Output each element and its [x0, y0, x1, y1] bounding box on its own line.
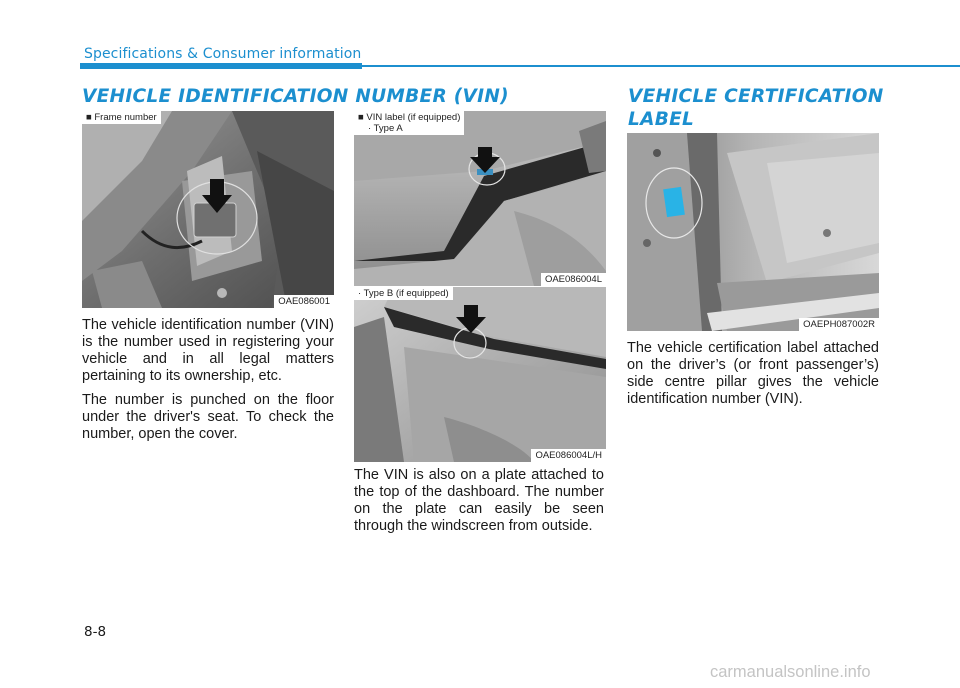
page-number: 8-8 — [84, 624, 107, 640]
photo-code: OAEPH087002R — [799, 318, 879, 331]
watermark: carmanualsonline.info — [710, 663, 871, 681]
vin-label-tag-line2: · Type A — [368, 123, 403, 134]
header-accent-bar — [80, 63, 362, 69]
cert-paragraph: The vehicle certification label attached on the driver’s (or front passenger’s) side centre pillar gives the vehicle identification number (VIN). — [627, 340, 879, 407]
vin-paragraph-2: The number is punched on the floor under the driver's seat. To check the number, open the cover. — [82, 392, 334, 442]
cert-section-title — [628, 85, 884, 131]
vin-label-tag — [354, 111, 464, 135]
vin-label-type-b-photo — [354, 287, 606, 462]
type-b-tag: · Type B (if equipped) — [354, 287, 453, 300]
frame-number-tag: ■ Frame number — [82, 111, 161, 124]
photo-code: OAE086004L — [541, 273, 606, 286]
frame-number-photo — [82, 111, 334, 308]
cert-title-line2: LABEL — [628, 109, 695, 130]
vin-paragraph-3: The VIN is also on a plate attached to the top of the dashboard. The number on the plate can easily be seen through the windscreen from outside. — [354, 467, 604, 534]
cert-title-line1: VEHICLE CERTIFICATION — [628, 86, 884, 107]
section-header-label: Specifications & Consumer information — [84, 46, 362, 62]
photo-code: OAE086001 — [274, 295, 334, 308]
photo-code: OAE086004L/H — [531, 449, 606, 462]
cert-label-photo — [627, 133, 879, 331]
vin-section-title: VEHICLE IDENTIFICATION NUMBER (VIN) — [82, 86, 509, 107]
vin-label-type-a-photo — [354, 111, 606, 286]
vin-paragraph-1: The vehicle identification number (VIN) is the number used in registering your vehicle and in all legal matters pertaining to its ownership, etc. — [82, 317, 334, 384]
cert-description — [627, 340, 879, 415]
vin-dashboard-description — [354, 467, 604, 542]
vin-description — [82, 317, 334, 450]
vin-label-tag-line1: ■ VIN label (if equipped) — [358, 112, 461, 123]
